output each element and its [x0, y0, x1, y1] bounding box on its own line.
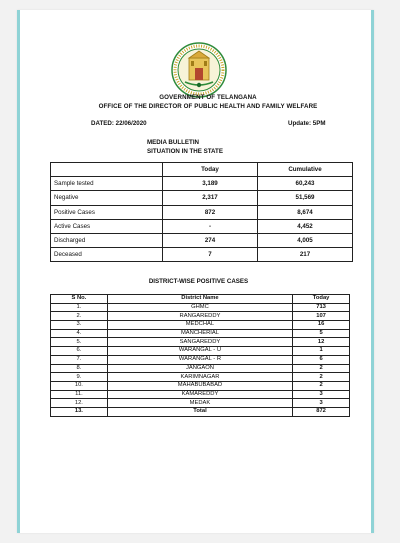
serial-number: 1. — [51, 303, 108, 312]
serial-number: 5. — [51, 338, 108, 347]
serial-number: 9. — [51, 373, 108, 382]
table-header-cell: Cumulative — [258, 163, 353, 177]
table-row — [51, 364, 350, 373]
district-name: Total — [107, 407, 292, 416]
table-header-cell — [51, 163, 163, 177]
table-row — [51, 321, 350, 330]
office-title: OFFICE OF THE DIRECTOR OF PUBLIC HEALTH AND FAMILY WELFARE — [98, 103, 318, 110]
total-row — [51, 407, 350, 416]
government-title: GOVERNMENT OF TELANGANA — [159, 94, 257, 101]
table-row — [51, 355, 350, 364]
serial-number: 12. — [51, 399, 108, 408]
district-cases-table — [50, 294, 350, 417]
table-row — [51, 177, 353, 191]
table-row — [51, 347, 350, 356]
cumulative-value: 217 — [258, 248, 353, 262]
cumulative-value: 51,569 — [258, 191, 353, 205]
today-value: 3,189 — [163, 177, 258, 191]
bulletin-title: MEDIA BULLETIN — [147, 139, 200, 146]
table-row — [51, 219, 353, 233]
table-header-row — [51, 163, 353, 177]
table-header-cell: District Name — [107, 295, 292, 304]
serial-number: 4. — [51, 329, 108, 338]
table-row — [51, 312, 350, 321]
row-label: Active Cases — [51, 219, 163, 233]
cumulative-value: 60,243 — [258, 177, 353, 191]
row-label: Deceased — [51, 248, 163, 262]
district-count: 107 — [293, 312, 350, 321]
district-count: 6 — [293, 355, 350, 364]
district-count: 2 — [293, 381, 350, 390]
table-row — [51, 205, 353, 219]
table-row — [51, 381, 350, 390]
row-label: Negative — [51, 191, 163, 205]
table-row — [51, 233, 353, 247]
table-row — [51, 338, 350, 347]
district-count: 5 — [293, 329, 350, 338]
serial-number: 13. — [51, 407, 108, 416]
table-row — [51, 248, 353, 262]
serial-number: 6. — [51, 347, 108, 356]
update-label: Update: 5PM — [288, 120, 326, 127]
today-value: 2,317 — [163, 191, 258, 205]
district-table-title: DISTRICT-WISE POSITIVE CASES — [148, 278, 249, 285]
serial-number: 11. — [51, 390, 108, 399]
serial-number: 3. — [51, 321, 108, 330]
district-name: GHMC — [107, 303, 292, 312]
telangana-emblem-icon — [171, 42, 227, 98]
row-label: Discharged — [51, 233, 163, 247]
cumulative-value: 8,674 — [258, 205, 353, 219]
district-count: 16 — [293, 321, 350, 330]
district-count: 872 — [293, 407, 350, 416]
serial-number: 8. — [51, 364, 108, 373]
district-name: WARANGAL - R — [107, 355, 292, 364]
state-situation-table — [50, 162, 353, 262]
district-count: 713 — [293, 303, 350, 312]
table-row — [51, 191, 353, 205]
district-name: KARIMNAGAR — [107, 373, 292, 382]
district-name: WARANGAL - U — [107, 347, 292, 356]
district-name: MANCHERIAL — [107, 329, 292, 338]
district-name: JANGAON — [107, 364, 292, 373]
row-label: Sample tested — [51, 177, 163, 191]
table-row — [51, 373, 350, 382]
district-name: MEDCHAL — [107, 321, 292, 330]
serial-number: 10. — [51, 381, 108, 390]
table-header-cell: Today — [293, 295, 350, 304]
table-header-row — [51, 295, 350, 304]
district-count: 3 — [293, 390, 350, 399]
district-count: 1 — [293, 347, 350, 356]
district-name: RANGAREDDY — [107, 312, 292, 321]
cumulative-value: 4,005 — [258, 233, 353, 247]
district-count: 2 — [293, 364, 350, 373]
table-row — [51, 390, 350, 399]
today-value: 872 — [163, 205, 258, 219]
today-value: - — [163, 219, 258, 233]
today-value: 274 — [163, 233, 258, 247]
table-header-cell: S No. — [51, 295, 108, 304]
district-count: 2 — [293, 373, 350, 382]
district-count: 3 — [293, 399, 350, 408]
serial-number: 2. — [51, 312, 108, 321]
dated-label: DATED: 22/06/2020 — [91, 120, 147, 127]
district-name: KAMAREDDY — [107, 390, 292, 399]
district-name: MEDAK — [107, 399, 292, 408]
district-name: MAHABUBABAD — [107, 381, 292, 390]
table-row — [51, 399, 350, 408]
situation-title: SITUATION IN THE STATE — [147, 148, 223, 155]
row-label: Positive Cases — [51, 205, 163, 219]
district-name: SANGAREDDY — [107, 338, 292, 347]
today-value: 7 — [163, 248, 258, 262]
district-count: 12 — [293, 338, 350, 347]
table-row — [51, 303, 350, 312]
document-page — [17, 10, 374, 533]
table-header-cell: Today — [163, 163, 258, 177]
serial-number: 7. — [51, 355, 108, 364]
table-row — [51, 329, 350, 338]
cumulative-value: 4,452 — [258, 219, 353, 233]
